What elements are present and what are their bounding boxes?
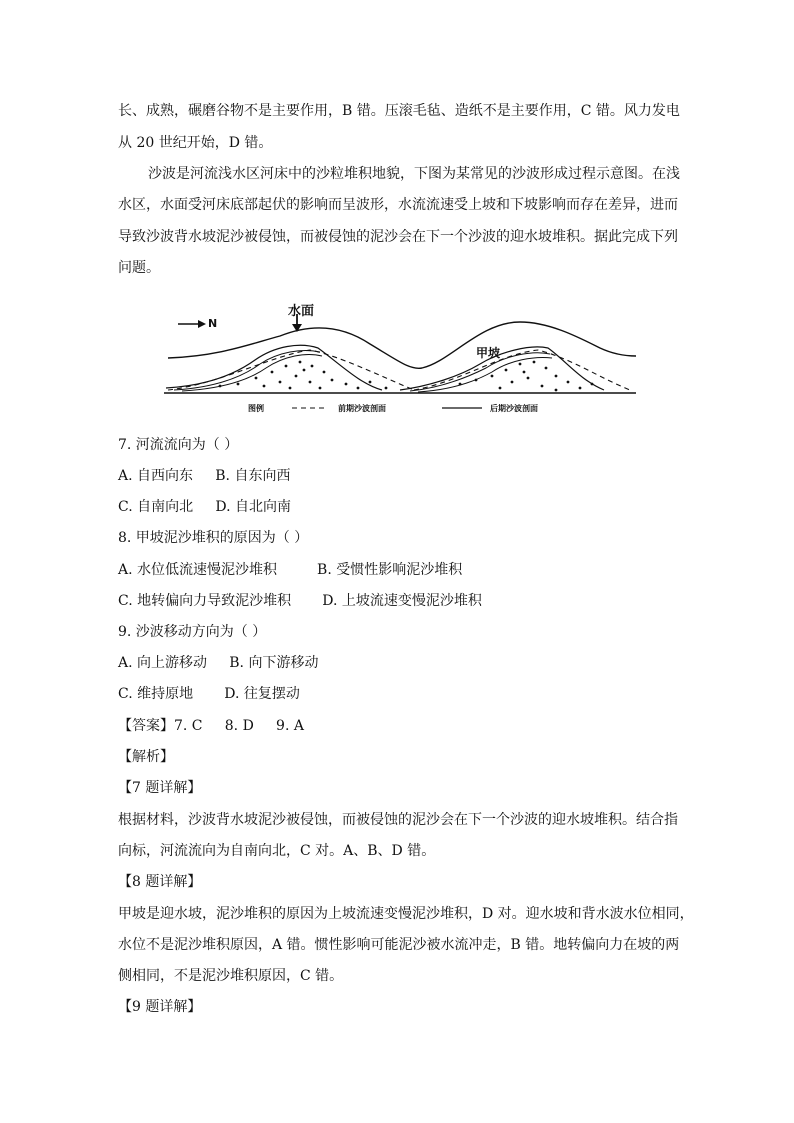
question-8: 8. 甲坡泥沙堆积的原因为（ ） [118, 530, 309, 546]
water-surface-label: 水面 [288, 304, 315, 319]
question-9: 9. 沙波移动方向为（ ） [118, 624, 267, 640]
late-profile-line [418, 358, 552, 392]
q8-options-cd: C. 地转偏向力导致泥沙堆积 D. 上坡流速变慢泥沙堆积 [118, 593, 482, 609]
late-profile-line [400, 347, 604, 390]
answer-line: 【答案】7. C 8. D 9. A [118, 718, 304, 734]
text-line: 沙波是河流浅水区河床中的沙粒堆积地貌，下图为某常见的沙波形成过程示意图。在浅 [148, 166, 680, 182]
early-profile-line [168, 350, 414, 390]
late-profile-line [182, 355, 322, 392]
q7-options-ab: A. 自西向东 B. 自东向西 [118, 468, 291, 484]
north-arrowhead-icon [198, 320, 206, 328]
text-line: 侧相同，不是泥沙堆积原因，C 错。 [118, 968, 344, 984]
north-label: N [208, 317, 218, 330]
text-line: 问题。 [118, 260, 160, 276]
text-line: 向标，河流流向为自南向北，C 对。A、B、D 错。 [118, 843, 436, 859]
late-profile-line [166, 345, 382, 390]
text-line: 水位不是泥沙堆积原因，A 错。惯性影响可能泥沙被水流冲走，B 错。地转偏向力在坡的两 [118, 937, 680, 953]
q8-options-ab: A. 水位低流速慢泥沙堆积 B. 受惯性影响泥沙堆积 [118, 562, 463, 578]
legend-early-label: 前期沙波剖面 [338, 404, 386, 413]
text-line: 根据材料，沙波背水坡泥沙被侵蚀，而被侵蚀的泥沙会在下一个沙波的迎水坡堆积。结合指 [118, 812, 678, 828]
text-line: 甲坡是迎水坡，泥沙堆积的原因为上坡流速变慢泥沙堆积，D 对。迎水坡和背水波水位相同， [118, 906, 694, 922]
q7-options-cd: C. 自南向北 D. 自北向南 [118, 499, 291, 515]
text-line: 长、成熟，碾磨谷物不是主要作用，B 错。压滚毛毡、造纸不是主要作用，C 错。风力发电 [118, 103, 680, 119]
question-7: 7. 河流流向为（ ） [118, 437, 239, 453]
detail-7-heading: 【7 题详解】 [118, 780, 202, 796]
detail-8-heading: 【8 题详解】 [118, 874, 202, 890]
sand-wave-svg [160, 300, 640, 418]
q9-options-cd: C. 维持原地 D. 往复摆动 [118, 686, 300, 702]
water-surface-line [168, 322, 636, 368]
detail-9-heading: 【9 题详解】 [118, 999, 202, 1015]
sand-wave-diagram [160, 300, 640, 418]
legend-title: 图例 [248, 404, 264, 413]
analysis-heading: 【解析】 [118, 749, 174, 765]
slope-label: 甲坡 [476, 346, 501, 360]
legend-late-label: 后期沙波剖面 [490, 404, 538, 413]
text-line: 水区，水面受河床底部起伏的影响而呈波形，水流流速受上坡和下坡影响而存在差异，进而 [118, 197, 678, 213]
text-line: 导致沙波背水坡泥沙被侵蚀，而被侵蚀的泥沙会在下一个沙波的迎水坡堆积。据此完成下列 [118, 229, 678, 245]
q9-options-ab: A. 向上游移动 B. 向下游移动 [118, 655, 319, 671]
text-line: 从 20 世纪开始，D 错。 [118, 135, 273, 151]
